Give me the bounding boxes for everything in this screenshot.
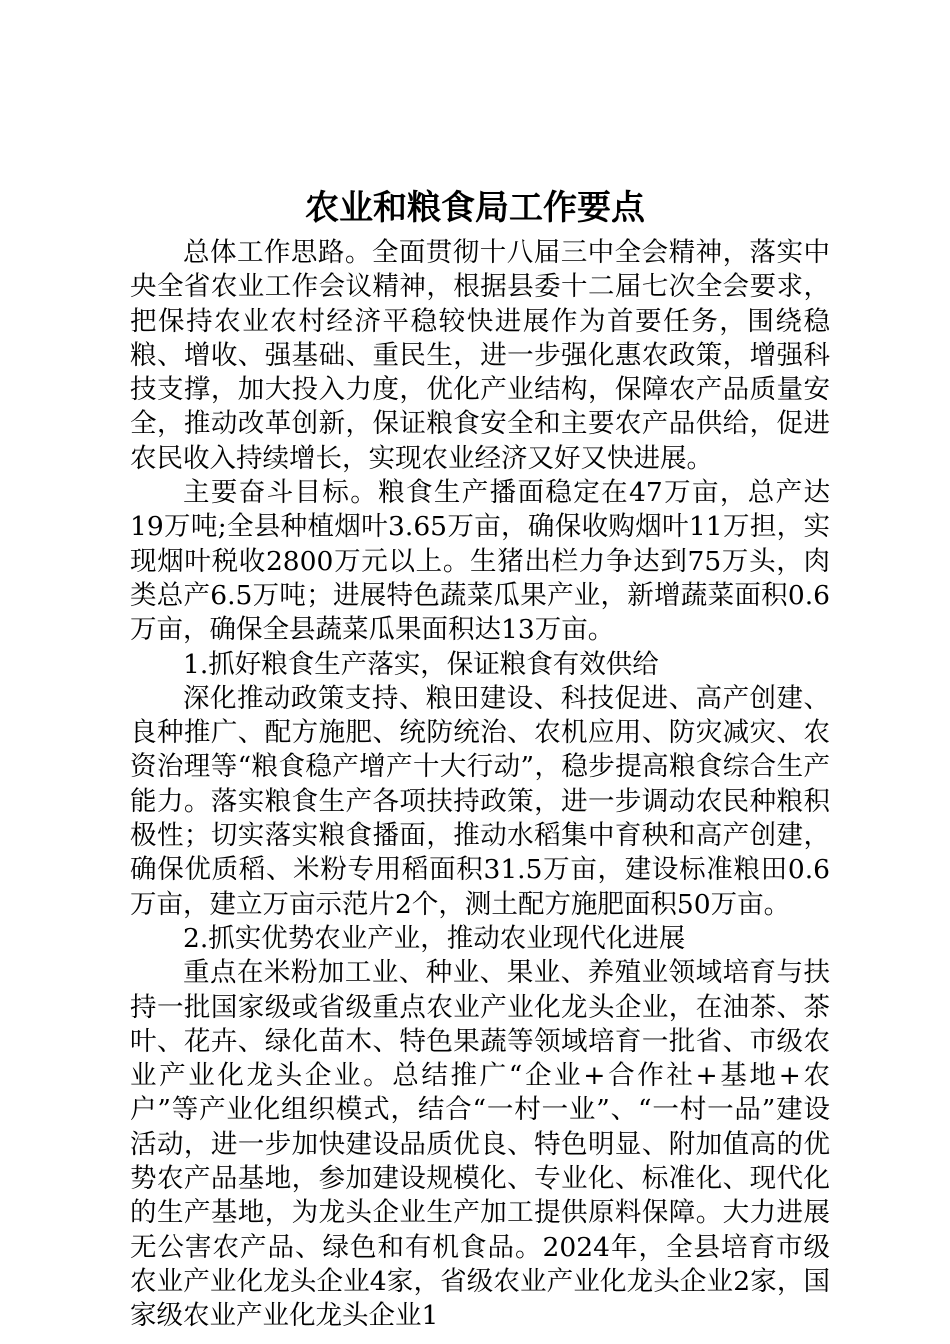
section-heading-grain: 1.抓好粮食生产落实，保证粮食有效供给 (183, 648, 659, 680)
paragraph-main-goals: 主要奋斗目标。粮食生产播面稳定在47万亩，总产达19万吨;全县种植烟叶3.65万亩，确保收购烟叶11万担，实现烟叶税收2800万元以上。生猪出栏力争达到75万头，肉类总产6.5万吨；进展特色蔬菜瓜果产业，新增蔬菜面积0.6万亩，确保全县蔬菜瓜果面积达13万亩。 (130, 477, 830, 646)
document-body (130, 236, 830, 1334)
document-title: 农业和粮食局工作要点 (305, 188, 645, 228)
paragraph-industry: 重点在米粉加工业、种业、果业、养殖业领域培育与扶持一批国家级或省级重点农业产业化龙头企业，在油茶、茶叶、花卉、绿化苗木、特色果蔬等领域培育一批省、市级农业产业化龙头企业。总结推广“企业+合作社+基地+农户”等产业化组织模式，结合“一村一业”、“一村一品”建设活动，进一步加快建设品质优良、特色明显、附加值高的优势农产品基地，参加建设规模化、专业化、标准化、现代化的生产基地，为龙头企业生产加工提供原料保障。大力进展无公害农产品、绿色和有机食品。2024年，全县培育市级农业产业化龙头企业4家，省级农业产业化龙头企业2家，国家级农业产业化龙头企业1 (130, 957, 830, 1332)
paragraph-overall-approach: 总体工作思路。全面贯彻十八届三中全会精神，落实中央全省农业工作会议精神，根据县委十二届七次全会要求，把保持农业农村经济平稳较快进展作为首要任务，围绕稳粮、增收、强基础、重民生，进一步强化惠农政策，增强科技支撑，加大投入力度，优化产业结构，保障农产品质量安全，推动改革创新，保证粮食安全和主要农产品供给，促进农民收入持续增长，实现农业经济又好又快进展。 (130, 237, 830, 474)
paragraph-grain-production: 深化推动政策支持、粮田建设、科技促进、高产创建、良种推广、配方施肥、统防统治、农机应用、防灾减灾、农资治理等“粮食稳产增产十大行动”，稳步提高粮食综合生产能力。落实粮食生产各项扶持政策，进一步调动农民种粮积极性；切实落实粮食播面，推动水稻集中育秧和高产创建，确保优质稻、米粉专用稻面积31.5万亩，建设标准粮田0.6万亩，建立万亩示范片2个，测土配方施肥面积50万亩。 (130, 682, 830, 920)
section-heading-industry: 2.抓实优势农业产业，推动农业现代化进展 (183, 922, 686, 954)
